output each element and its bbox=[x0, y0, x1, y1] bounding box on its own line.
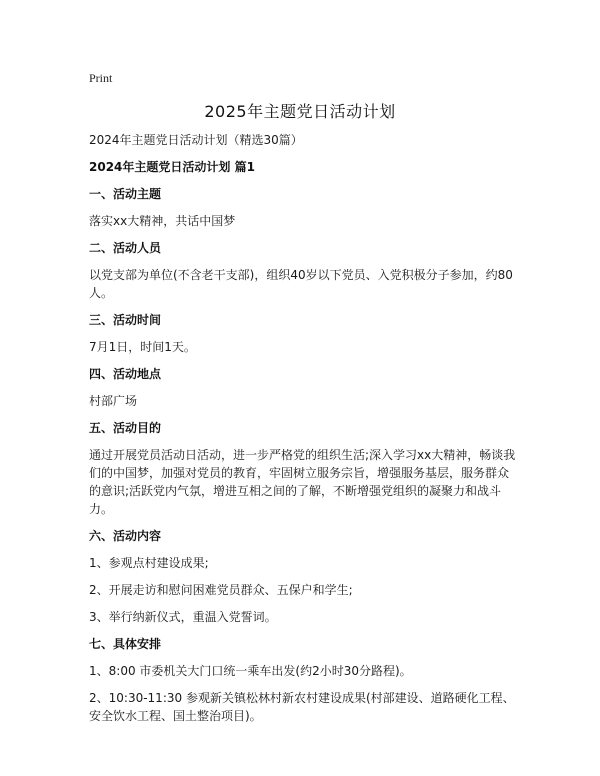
list-item: 2、10:30-11:30 参观新关镇松林村新农村建设成果(村部建设、道路硬化工程、安全饮水工程、国土整治项目)。 bbox=[89, 691, 515, 723]
document-body bbox=[89, 131, 517, 734]
list-item: 1、8:00 市委机关大门口统一乘车出发(约2小时30分路程)。 bbox=[89, 664, 412, 678]
list-item: 2、开展走访和慰问困难党员群众、五保户和学生; bbox=[89, 583, 353, 597]
print-link[interactable]: Print bbox=[89, 71, 113, 85]
section-text-time: 7月1日，时间1天。 bbox=[89, 340, 196, 354]
section-heading-participants: 二、活动人员 bbox=[89, 241, 162, 255]
article-title: 2024年主题党日活动计划 篇1 bbox=[89, 160, 255, 174]
section-heading-time: 三、活动时间 bbox=[89, 313, 162, 327]
section-text-theme: 落实xx大精神，共话中国梦 bbox=[89, 214, 236, 228]
section-text-participants: 以党支部为单位(不含老干支部)，组织40岁以下党员、入党积极分子参加，约80人。 bbox=[89, 268, 513, 300]
section-heading-location: 四、活动地点 bbox=[89, 367, 162, 381]
section-heading-schedule: 七、具体安排 bbox=[89, 637, 162, 651]
section-text-purpose: 通过开展党员活动日活动，进一步严格党的组织生活;深入学习xx大精神，畅谈我们的中国梦，加强对党员的教育，牢固树立服务宗旨，增强服务基层，服务群众的意识;活跃党内气氛，增进互相之间的了解，不断增强党组织的凝聚力和战斗力。 bbox=[89, 448, 516, 516]
section-heading-theme: 一、活动主题 bbox=[89, 187, 162, 201]
list-item: 3、举行纳新仪式，重温入党誓词。 bbox=[89, 610, 277, 624]
list-item: 1、参观点村建设成果; bbox=[89, 556, 209, 570]
document-subtitle: 2024年主题党日活动计划（精选30篇） bbox=[89, 133, 303, 147]
section-text-location: 村部广场 bbox=[89, 394, 138, 408]
section-heading-content: 六、活动内容 bbox=[89, 529, 162, 543]
page-title: 2025年主题党日活动计划 bbox=[204, 102, 396, 121]
section-heading-purpose: 五、活动目的 bbox=[89, 421, 162, 435]
